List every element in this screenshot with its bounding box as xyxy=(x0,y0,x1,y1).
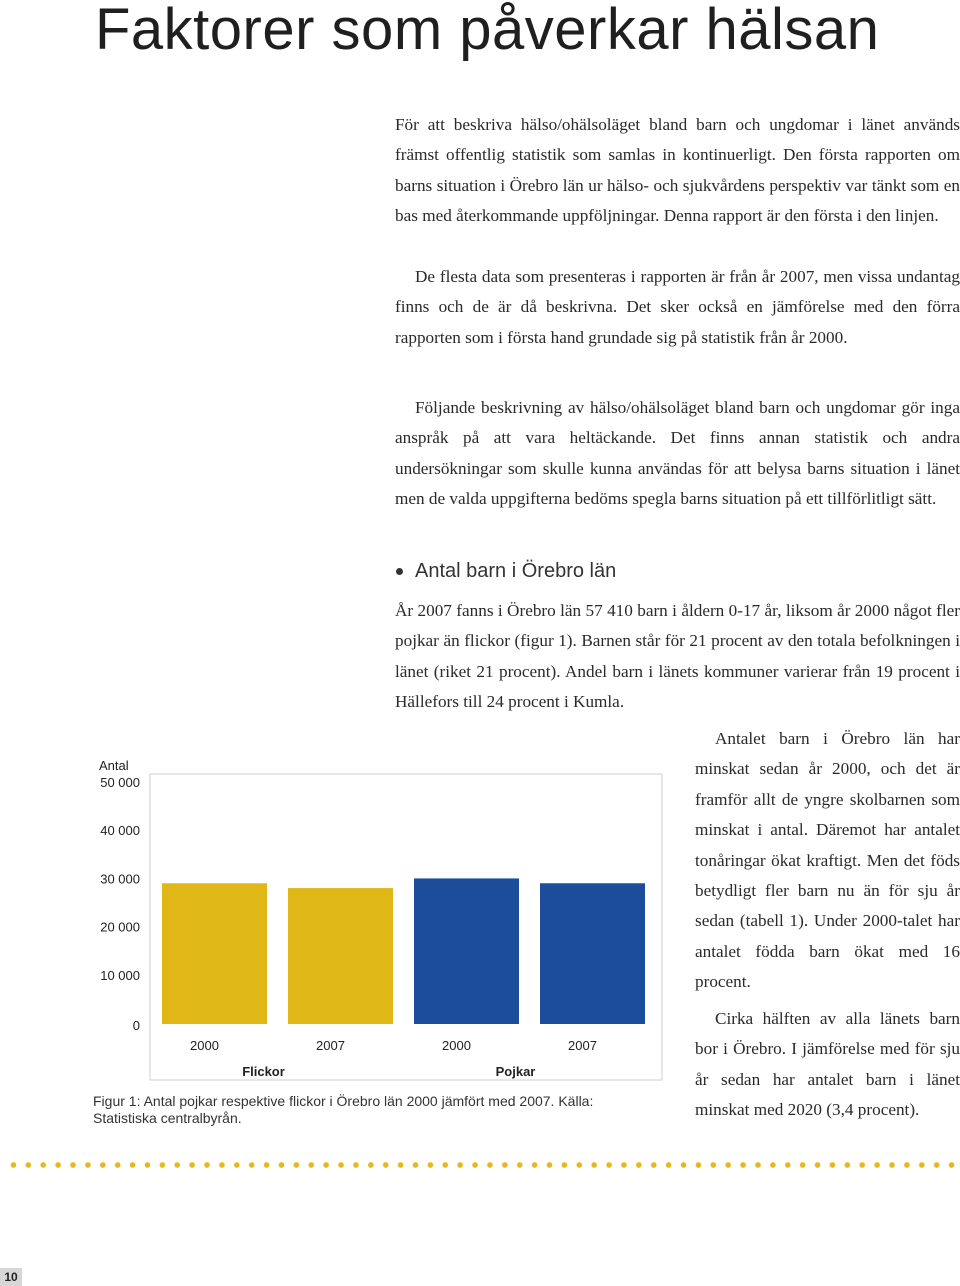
y-tick-label: 10 000 xyxy=(100,967,140,983)
section-heading-text: Antal barn i Örebro län xyxy=(415,560,617,582)
bars xyxy=(162,878,645,1024)
y-axis-ticks xyxy=(100,775,140,1033)
bar xyxy=(162,883,267,1024)
y-tick-label: 50 000 xyxy=(100,775,140,790)
bar-chart xyxy=(0,740,680,1090)
page-title: Faktorer som påverkar hälsan xyxy=(95,0,880,62)
x-tick-label: 2007 xyxy=(316,1038,345,1053)
figure-caption: Figur 1: Antal pojkar respektive flickor i Örebro län 2000 jämfört med 2007. Källa: Statistiska centralbyrån. xyxy=(93,1093,594,1126)
group-label: Flickor xyxy=(242,1064,285,1079)
intro-paragraph-2: De flesta data som presenteras i rapporten är från år 2007, men vissa undantag finns och de är då beskrivna. Det sker också en jämförelse med den förra rapporten som i första hand grundade sig på statistik från år 2000. xyxy=(395,267,960,347)
bullet-icon xyxy=(396,568,403,575)
intro-paragraph-1: För att beskriva hälso/ohälsoläget bland barn och ungdomar i länet används främst offentlig statistik som samlas in kontinuerligt. Den första rapporten om barns situation i Örebro län ur hälso- och sjukvårdens perspektiv var tänkt som en bas med återkommande uppföljningar. Denna rapport är den första i den linjen. xyxy=(395,115,960,226)
bar xyxy=(414,878,519,1024)
y-axis-title: Antal xyxy=(99,758,129,773)
x-axis-labels xyxy=(190,1038,597,1053)
intro-paragraph-3: Följande beskrivning av hälso/ohälsoläget bland barn och ungdomar gör inga anspråk på att vara heltäckande. Det finns annan statistik och andra undersökningar som skulle kunna användas för att belysa barns situation i länet men de valda uppgifterna bedöms spegla barns situation på ett tillförlitligt sätt. xyxy=(395,398,960,509)
section-paragraph-1: År 2007 fanns i Örebro län 57 410 barn i åldern 0-17 år, liksom år 2000 något fler pojkar än flickor (figur 1). Barnen står för 21 procent av den totala befolkningen i länet (riket 21 procent). Andel barn i länets kommuner varierar från 19 procent i Hällefors till 24 procent i Kumla. xyxy=(395,601,960,712)
group-labels xyxy=(242,1064,535,1079)
y-tick-label: 0 xyxy=(132,1018,140,1033)
side-paragraph-2: Cirka hälften av alla länets barn bor i Örebro. I jämförelse med för sju år sedan har antalet barn i länet minskat med 2020 (3,4 procent). xyxy=(695,1009,960,1120)
bar xyxy=(288,888,393,1024)
y-tick-label: 20 000 xyxy=(100,919,140,935)
x-tick-label: 2000 xyxy=(442,1038,471,1053)
dotted-divider xyxy=(6,1161,958,1169)
y-tick-label: 40 000 xyxy=(100,823,140,839)
bar xyxy=(540,883,645,1024)
page-number: 10 xyxy=(0,1268,22,1286)
section-heading xyxy=(396,560,616,583)
x-tick-label: 2000 xyxy=(190,1038,219,1053)
group-label: Pojkar xyxy=(495,1064,536,1079)
side-paragraph-1: Antalet barn i Örebro län har minskat sedan år 2000, och det är framför allt de yngre skolbarnen som minskat i antal. Däremot har antalet tonåringar ökat kraftigt. Men det föds betydligt fler barn nu än för sju år sedan (tabell 1). Under 2000-talet har antalet födda barn ökat med 16 procent. xyxy=(695,729,960,992)
y-tick-label: 30 000 xyxy=(100,871,140,887)
x-tick-label: 2007 xyxy=(568,1038,597,1053)
